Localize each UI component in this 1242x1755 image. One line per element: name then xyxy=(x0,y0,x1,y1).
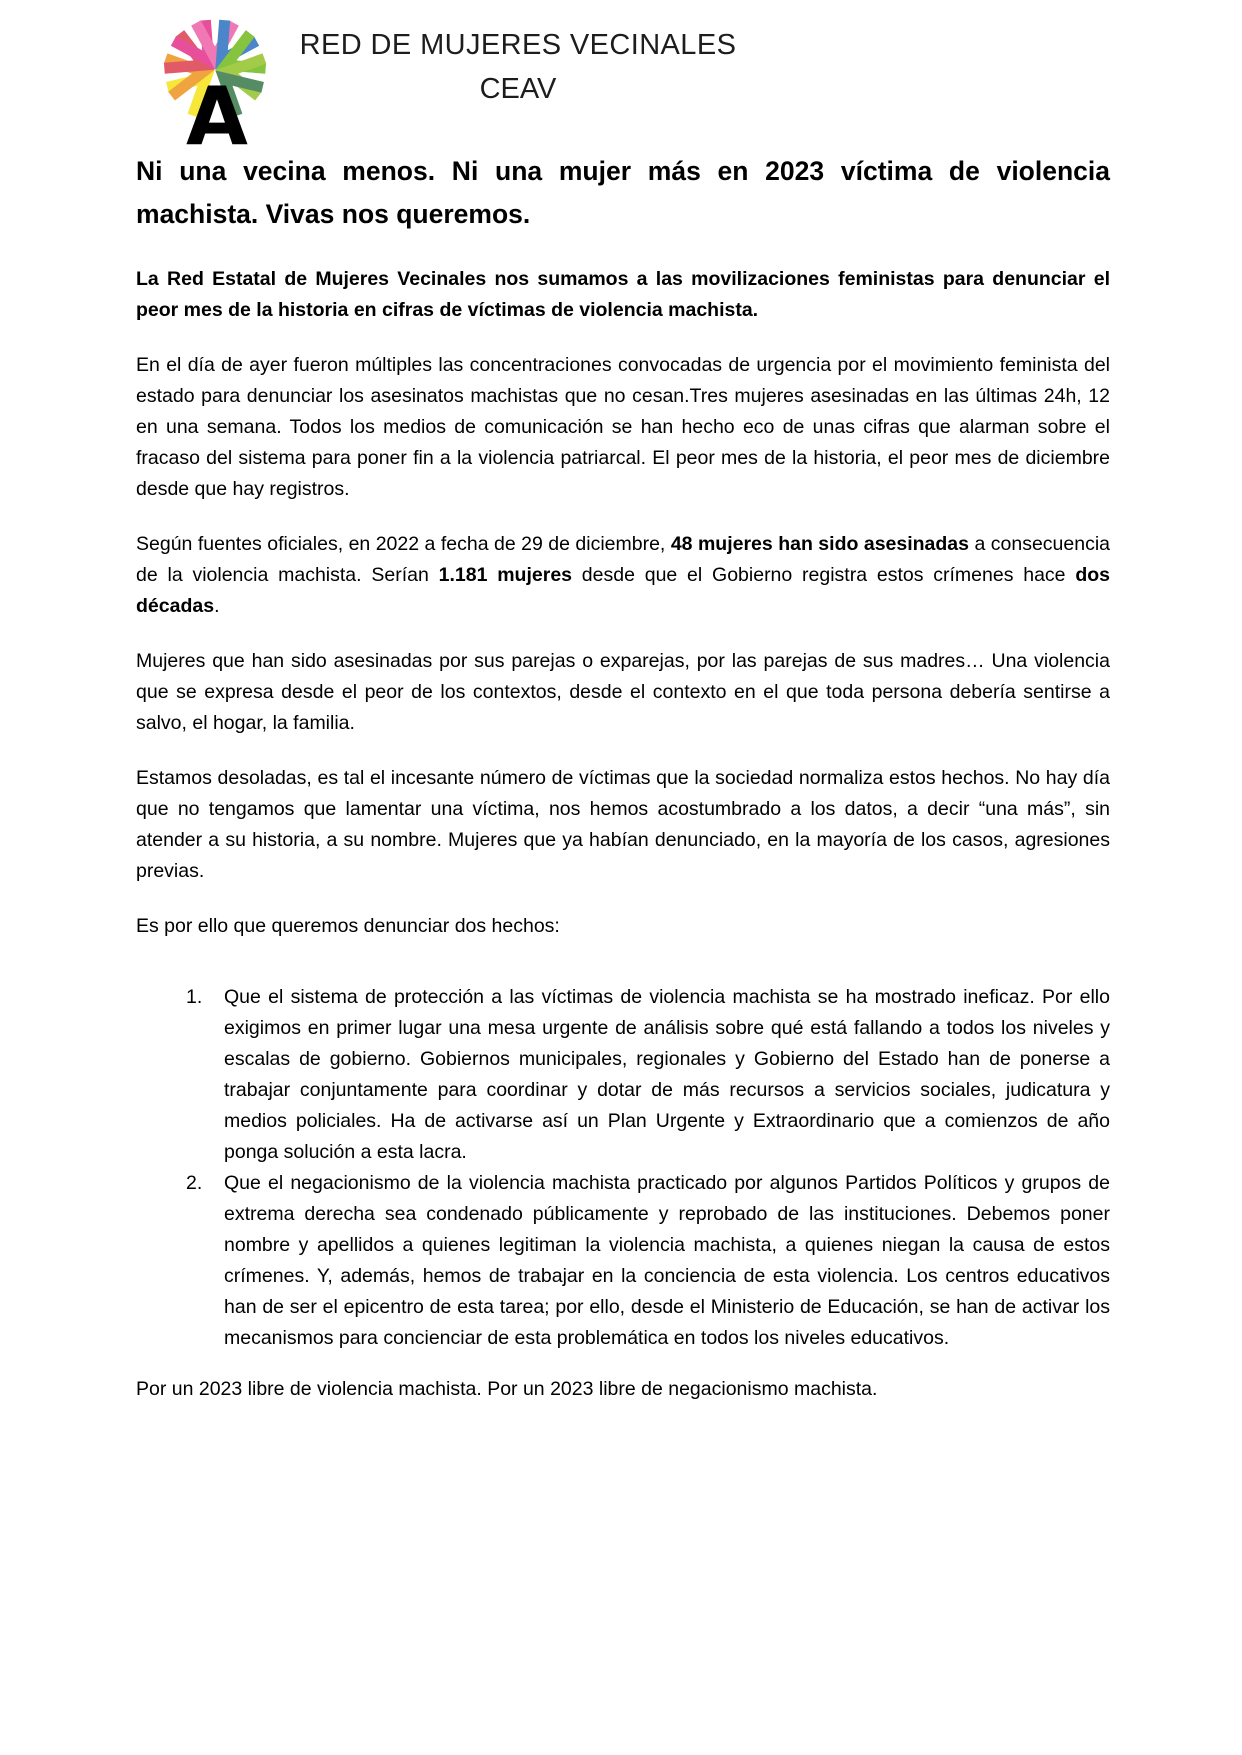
logo-letter-a: A xyxy=(186,70,248,154)
paragraph-concentrations: En el día de ayer fueron múltiples las concentraciones convocadas de urgencia por el movimiento feminista del estado para denunciar los asesinatos machistas que no cesan.Tres mujeres asesinadas en las últimas 24h, 12 en una semana. Todos los medios de comunicación se han hecho eco de unas cifras que alarman sobre el fracaso del sistema para poner fin a la violencia patriarcal. El peor mes de la historia, el peor mes de diciembre desde que hay registros. xyxy=(136,354,1110,500)
paragraph-lead-in: Es por ello que queremos denunciar dos hechos: xyxy=(136,915,560,937)
organization-header xyxy=(294,28,742,106)
ceav-logo-icon xyxy=(158,6,274,154)
document-header xyxy=(136,0,1110,154)
list-item xyxy=(186,1168,1110,1354)
ceav-logo xyxy=(158,6,274,154)
paragraph-desolation: Estamos desoladas, es tal el incesante número de víctimas que la sociedad normaliza estos hechos. No hay día que no tengamos que lamentar una víctima, nos hemos acostumbrado a los datos, a decir “una más”, sin atender a su historia, a su nombre. Mujeres que ya habían denunciado, en la mayoría de los casos, agresiones previas. xyxy=(136,767,1110,882)
text-run: a consecuencia de la violencia machista. Serían xyxy=(136,533,1111,586)
document-title: Ni una vecina menos. Ni una mujer más en 2023 víctima de violencia machista. Vivas nos queremos. xyxy=(136,156,1110,229)
list-item xyxy=(186,982,1110,1168)
list-item-number: 2. xyxy=(186,1172,203,1194)
list-item-text: Que el negacionismo de la violencia machista practicado por algunos Partidos Políticos y grupos de extrema derecha sea condenado públicamente y reprobado de las instituciones. Debemos poner nombre y apellidos a quienes legitiman la violencia machista, a quienes niegan la causa de estos crímenes. Y, además, hemos de trabajar en la conciencia de esta violencia. Los centros educativos han de ser el epicentro de esta tarea; por ello, desde el Ministerio de Educación, se han de activar los mecanismos para concienciar de esta problemática en todos los niveles educativos. xyxy=(224,1172,1110,1349)
organization-acronym: CEAV xyxy=(479,73,557,105)
list-item-text: Que el sistema de protección a las víctimas de violencia machista se ha mostrado ineficaz. Por ello exigimos en primer lugar una mesa urgente de análisis sobre qué está fallando a todos los niveles y escalas de gobierno. Gobiernos municipales, regionales y Gobierno del Estado han de ponerse a trabajar conjuntamente para coordinar y dotar de más recursos a servicios sociales, judicatura y medios policiales. Ha de activarse así un Plan Urgente y Extraordinario que a comienzos de año ponga solución a esta lacra. xyxy=(224,986,1110,1163)
intro-paragraph: La Red Estatal de Mujeres Vecinales nos sumamos a las movilizaciones feministas para denunciar el peor mes de la historia en cifras de víctimas de violencia machista. xyxy=(136,268,1110,321)
bold-two-decades: dos décadas xyxy=(136,564,1110,617)
paragraph-context: Mujeres que han sido asesinadas por sus parejas o exparejas, por las parejas de sus madres… Una violencia que se expresa desde el peor de los contextos, desde el contexto en el que toda persona debería sentirse a salvo, el hogar, la familia. xyxy=(136,650,1110,734)
bold-figure-48-women: 48 mujeres han sido asesinadas xyxy=(670,533,970,555)
demands-list xyxy=(136,982,1110,1354)
text-run: Según fuentes oficiales, en 2022 a fecha de 29 de diciembre, xyxy=(136,533,671,555)
paragraph-official-figures xyxy=(136,529,1110,622)
closing-paragraph: Por un 2023 libre de violencia machista. Por un 2023 libre de negacionismo machista. xyxy=(136,1378,878,1400)
bold-figure-1181-women: 1.181 mujeres xyxy=(438,564,573,586)
text-run: desde que el Gobierno registra estos crímenes hace xyxy=(572,564,1076,586)
organization-name: RED DE MUJERES VECINALES xyxy=(299,29,737,61)
list-item-number: 1. xyxy=(186,986,203,1008)
text-run: . xyxy=(214,595,220,617)
